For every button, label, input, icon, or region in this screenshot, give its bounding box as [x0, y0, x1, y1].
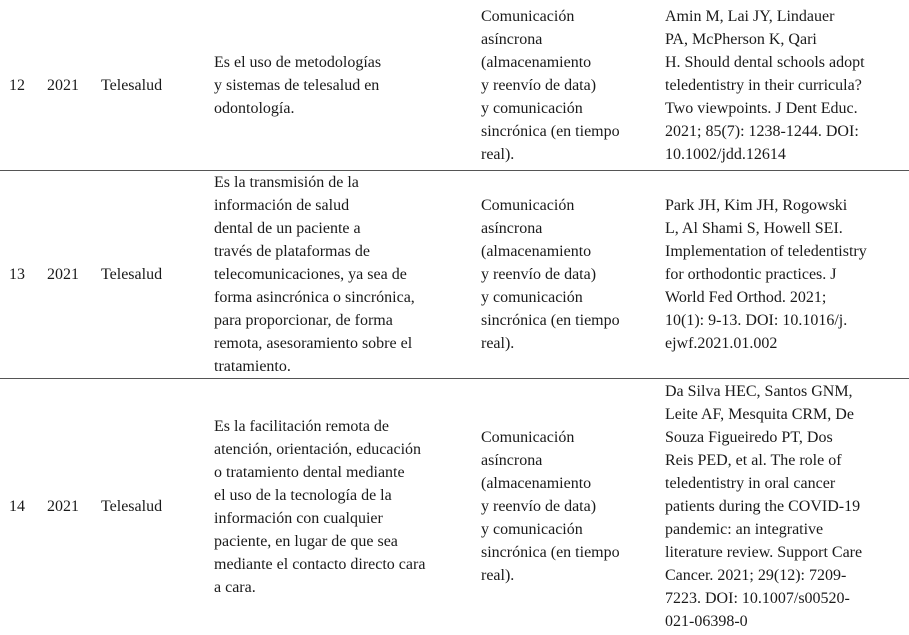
- row-definition: Es el uso de metodologías y sistemas de telesalud en odontología.: [214, 53, 382, 117]
- row-number: 12: [9, 76, 25, 94]
- table-row: [0, 170, 909, 378]
- row-reference: Amin M, Lai JY, Lindauer PA, McPherson K, Qari H. Should dental schools adopt teledentistry in their curricula? Two viewpoints. J Dent Educ. 2021; 85(7): 1238-1244. DOI: 10.1002/jdd.12614: [665, 7, 865, 163]
- row-year: 2021: [47, 498, 79, 515]
- row-type: Telesalud: [101, 76, 163, 94]
- row-modality: Comunicación asíncrona (almacenamiento y reenvío de data) y comunicación sincrónica (en tiempo real).: [481, 429, 620, 584]
- row-reference: Park JH, Kim JH, Rogowski L, Al Shami S, Howell SEI. Implementation of teledentistry for orthodontic practices. J World Fed Orthod. 2021; 10(1): 9-13. DOI: 10.1016/j. ejwf.2021.01.002: [665, 196, 867, 352]
- row-divider: [0, 378, 909, 379]
- row-reference: Da Silva HEC, Santos GNM, Leite AF, Mesquita CRM, De Souza Figueiredo PT, Dos Reis PED, et al. The role of teledentistry in oral cancer patients during the COVID-19 pandemic: an integrative literature review. Support Care Cancer. 2021; 29(12): 7209- 7223. DOI: 10.1007/s00520- 021-06398-0: [665, 383, 863, 630]
- row-year: 2021: [47, 76, 79, 94]
- row-type: Telesalud: [101, 265, 163, 283]
- row-modality: Comunicación asíncrona (almacenamiento y reenvío de data) y comunicación sincrónica (en tiempo real).: [481, 196, 620, 352]
- table-row: [0, 0, 909, 170]
- row-definition: Es la transmisión de la información de salud dental de un paciente a través de plataformas de telecomunicaciones, ya sea de forma asincrónica o sincrónica, para proporcionar, de forma remota, asesoramiento sobre el tratamiento.: [214, 173, 415, 375]
- row-type: Telesalud: [101, 498, 163, 515]
- row-modality: Comunicación asíncrona (almacenamiento y reenvío de data) y comunicación sincrónica (en tiempo real).: [481, 7, 620, 163]
- table-row: [0, 378, 909, 635]
- row-definition: Es la facilitación remota de atención, orientación, educación o tratamiento dental mediante el uso de la tecnología de la información con cualquier paciente, en lugar de que sea mediante el contacto directo cara a cara.: [214, 417, 426, 596]
- row-number: 14: [9, 498, 25, 515]
- row-divider: [0, 170, 909, 171]
- row-number: 13: [9, 265, 25, 283]
- row-year: 2021: [47, 265, 79, 283]
